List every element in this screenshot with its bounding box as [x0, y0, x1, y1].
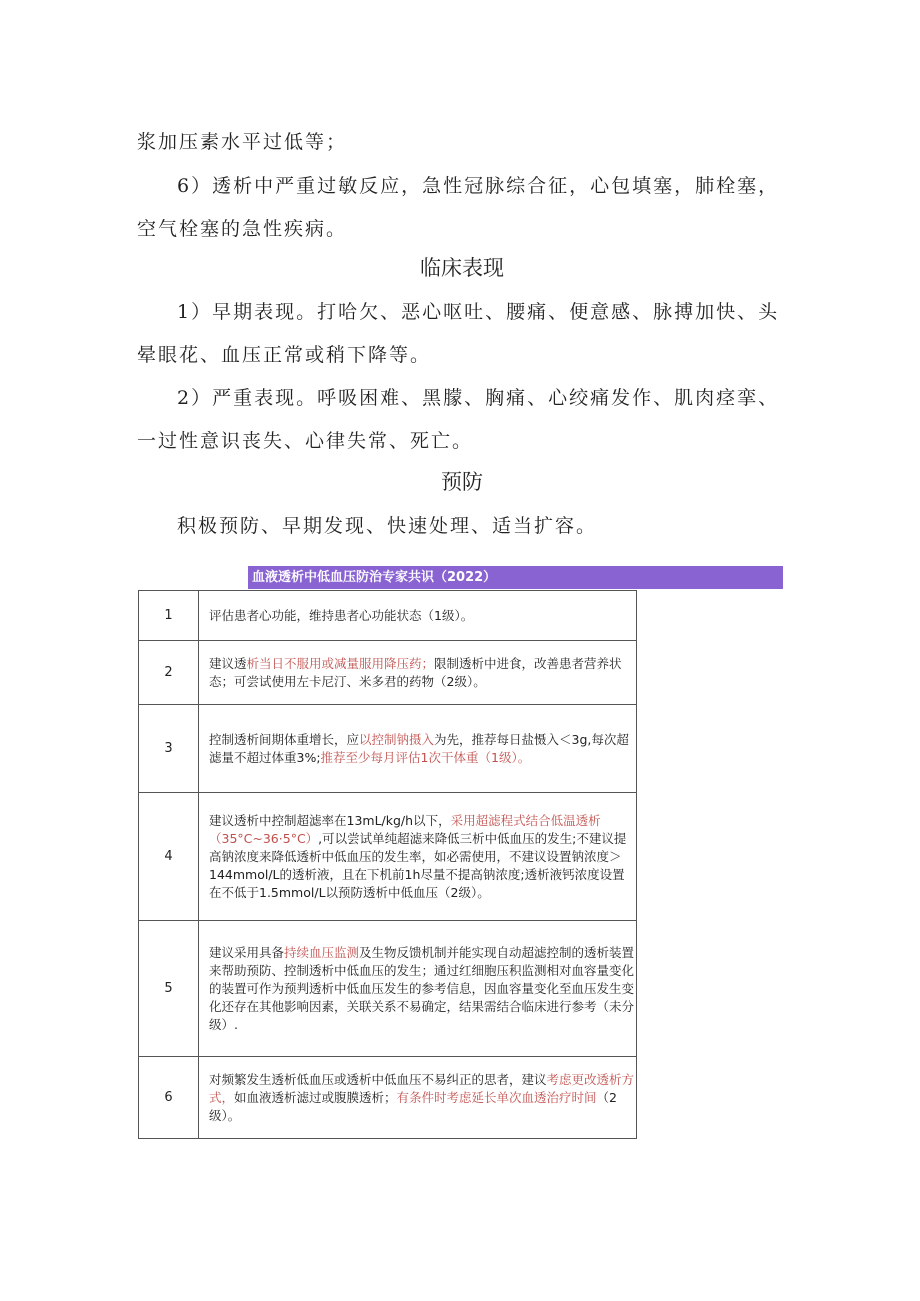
text-segment: 建议透析中控制超滤率在13mL/kg/h以下， — [209, 812, 451, 828]
recommendation-text — [199, 921, 637, 1057]
highlighted-text: 析当日不服用或减量服用降压药； — [246, 655, 435, 671]
table-row — [139, 591, 637, 641]
table-row — [139, 705, 637, 793]
text-segment: 及生物反馈机制并能实现自动超滤控制的透析装置来帮助预防、控制透析中低血压的发生；通过红细胞压积监测相对血容量变化的装置可作为预判透析中低血压发生的参考信息，因血容量变化至血压发生变化还存在其他影响因素，关联关系不易确定，结果需结合临床进行参考（未分级）. — [209, 944, 635, 1032]
recommendation-text — [199, 591, 637, 641]
table-row — [139, 793, 637, 921]
paragraph-prevention: 积极预防、早期发现、快速处理、适当扩容。 — [177, 515, 598, 537]
row-number: 4 — [139, 793, 199, 921]
table-row — [139, 1057, 637, 1139]
row-number: 6 — [139, 1057, 199, 1139]
recommendation-text — [199, 705, 637, 793]
recommendation-table — [138, 590, 637, 1139]
row-number: 5 — [139, 921, 199, 1057]
paragraph-continuation: 浆加压素水平过低等； — [137, 131, 348, 153]
text-segment: 评估患者心功能，维持患者心功能状态（1级）。 — [209, 607, 474, 623]
highlighted-text: 采用超滤程式结合低温透析（35°C~36·5°C） — [209, 812, 601, 846]
text-segment: 建议采用具备 — [209, 944, 285, 960]
paragraph-early-signs: 1）早期表现。打哈欠、恶心呕吐、腰痛、便意感、脉搏加快、头晕眼花、血压正常或稍下降等。 — [137, 301, 780, 366]
paragraph-severe-signs: 2）严重表现。呼吸困难、黑朦、胸痛、心绞痛发作、肌肉痉挛、一过性意识丧失、心律失常、死亡。 — [137, 387, 780, 452]
text-segment: 建议透 — [209, 655, 247, 671]
highlighted-text: 以控制钠摄入 — [359, 731, 435, 747]
row-number: 3 — [139, 705, 199, 793]
text-segment: 为先，推荐每日盐慑入＜3g,每次超滤量不超过体重3%; — [209, 731, 629, 765]
highlighted-text: 考虑更改透析方式， — [209, 1071, 635, 1105]
table-title: 血液透析中低血压防治专家共识（2022） — [248, 566, 783, 589]
recommendation-text — [199, 641, 637, 705]
table-row — [139, 641, 637, 705]
text-segment: 限制透析中进食，改善患者营养状态；可尝试使用左卡尼汀、米多君的药物（2级）。 — [209, 655, 622, 689]
text-segment: ,可以尝试单纯超滤来降低三析中低血压的发生;不建议提高钠浓度来降低透析中低血压的发生率，如必需使用，不建议设置钠浓度＞144mmol/L的透析液，且在下机前1h尽量不提高钠浓度;透析液钙浓度设置在不低于1.5mmol/L以预防透析中低血压（2级）。 — [209, 830, 627, 900]
highlighted-text: 有条件时考虑延长单次血透治疗时间 — [396, 1089, 597, 1105]
text-segment: （2级）。 — [209, 1089, 617, 1123]
text-segment: 如血液透析滤过或腹膜透析； — [234, 1089, 397, 1105]
recommendation-text — [199, 1057, 637, 1139]
row-number: 1 — [139, 591, 199, 641]
table-row — [139, 921, 637, 1057]
heading-clinical-manifestations: 临床表现 — [420, 256, 504, 280]
highlighted-text: 推荐至少每月评估1次干体重（1级）。 — [320, 749, 531, 765]
recommendation-text — [199, 793, 637, 921]
text-segment: 对频繁发生透析低血压或透析中低血压不易纠正的思者，建议 — [209, 1071, 547, 1087]
highlighted-text: 持续血压监测 — [284, 944, 360, 960]
heading-prevention: 预防 — [441, 470, 483, 494]
row-number: 2 — [139, 641, 199, 705]
text-segment: 控制透析间期体重增长，应 — [209, 731, 360, 747]
paragraph-contraindication-6: 6）透析中严重过敏反应，急性冠脉综合征，心包填塞，肺栓塞，空气栓塞的急性疾病。 — [137, 175, 780, 240]
